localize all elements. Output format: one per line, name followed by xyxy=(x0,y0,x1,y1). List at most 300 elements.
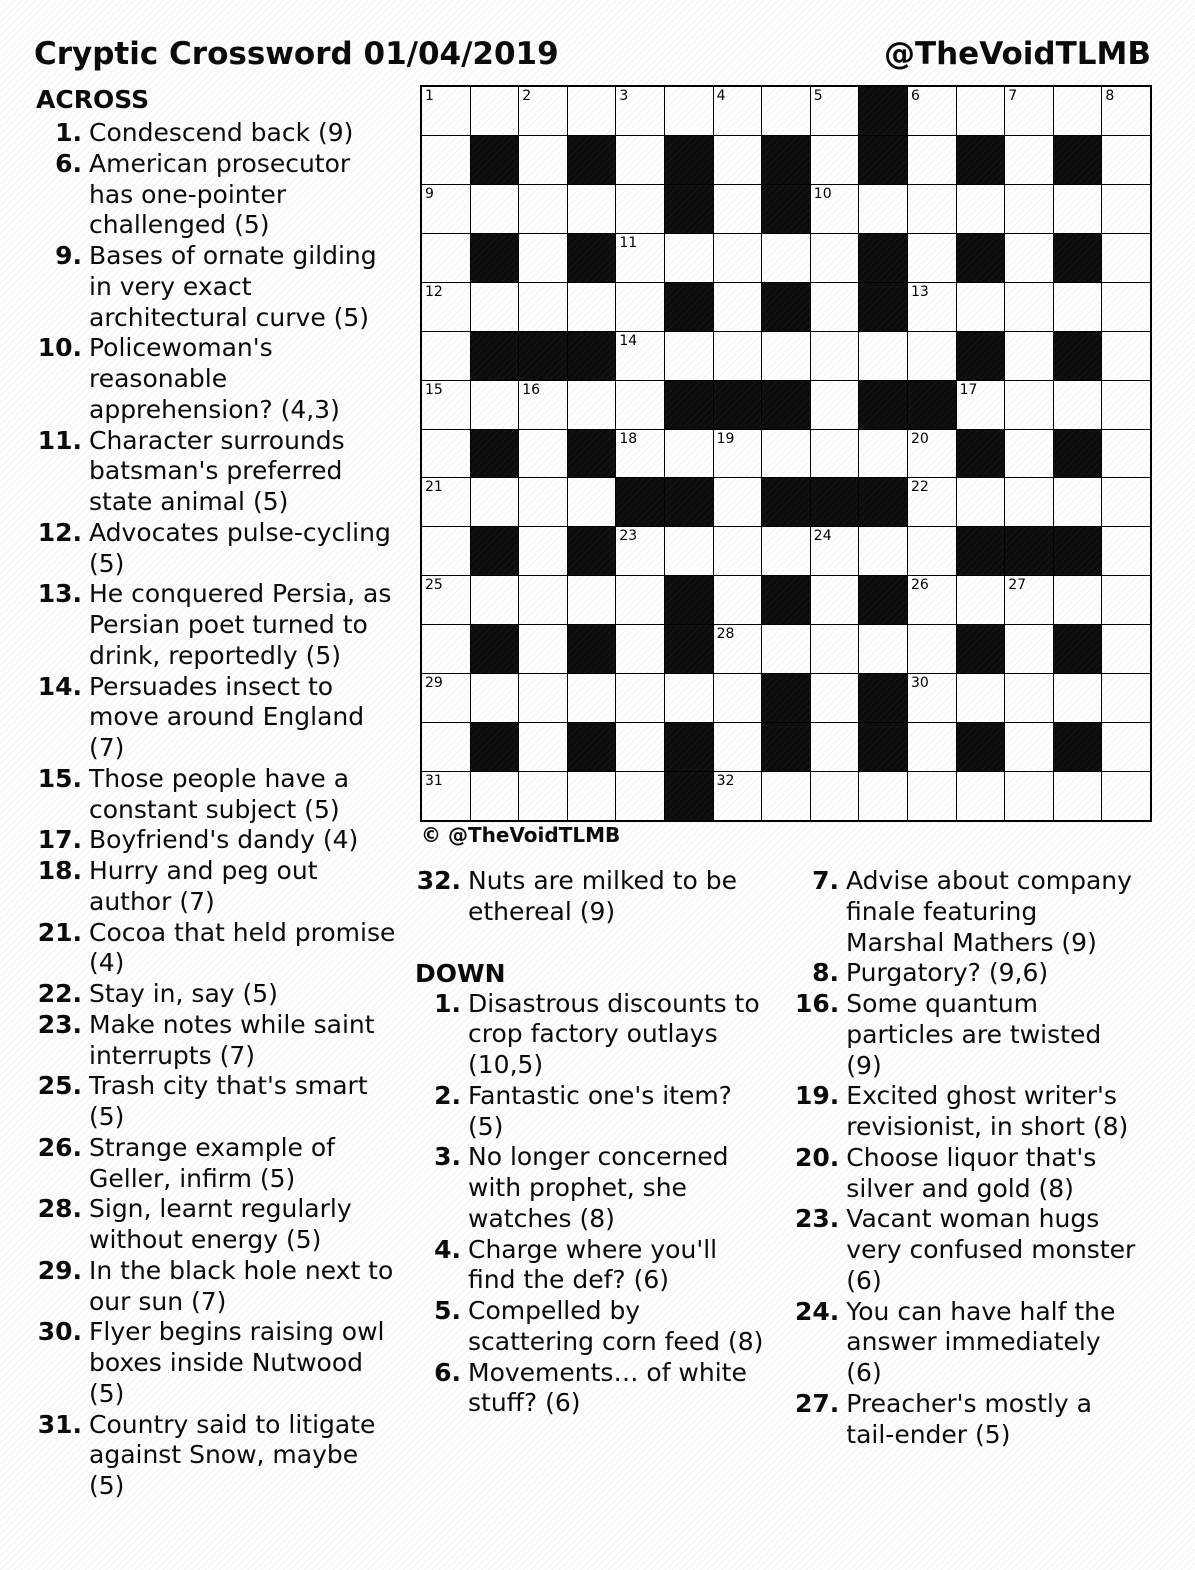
grid-cell[interactable] xyxy=(811,527,859,575)
grid-cell[interactable] xyxy=(665,87,713,135)
across-continued-clue-list xyxy=(415,866,780,928)
clue-number: 1. xyxy=(55,118,82,147)
clue-item xyxy=(36,672,420,764)
grid-cell[interactable] xyxy=(422,332,470,380)
grid-cell-black xyxy=(859,674,907,722)
grid-cell[interactable] xyxy=(616,674,664,722)
grid-cell[interactable] xyxy=(568,87,616,135)
crossword-grid xyxy=(420,85,1152,822)
cell-number: 29 xyxy=(425,675,443,692)
clue-item xyxy=(36,1071,420,1133)
grid-cell[interactable] xyxy=(714,723,762,771)
cell-number: 19 xyxy=(716,430,735,447)
grid-cell[interactable] xyxy=(568,185,616,233)
grid-cell[interactable] xyxy=(616,625,664,673)
grid-cell[interactable] xyxy=(762,772,810,820)
grid-cell[interactable] xyxy=(714,430,762,478)
grid-cell-black xyxy=(762,576,810,624)
down-section-right xyxy=(795,866,1165,1450)
page-title: Cryptic Crossword 01/04/2019 xyxy=(34,36,559,72)
grid-cell-black xyxy=(859,576,907,624)
grid-cell[interactable] xyxy=(714,478,762,526)
grid-cell[interactable] xyxy=(908,527,956,575)
clue-text: Trash city that's smart (5) xyxy=(89,1071,368,1131)
across-section xyxy=(36,84,420,1502)
grid-cell[interactable] xyxy=(422,283,470,331)
grid-cell-black xyxy=(519,332,567,380)
grid-cell-black xyxy=(957,234,1005,282)
clue-item xyxy=(415,1358,780,1420)
grid-cell[interactable] xyxy=(957,87,1005,135)
clue-item xyxy=(36,241,420,333)
clue-text: Flyer begins raising owl boxes inside Nutwood (5) xyxy=(89,1317,385,1408)
grid-cell-black xyxy=(762,478,810,526)
clue-item xyxy=(415,1235,780,1297)
grid-cell[interactable] xyxy=(519,136,567,184)
clue-text: Charge where you'll find the def? (6) xyxy=(468,1234,718,1295)
grid-cell-black xyxy=(957,430,1005,478)
grid-cell[interactable] xyxy=(422,381,470,429)
grid-cell-black xyxy=(859,381,907,429)
grid-cell-black xyxy=(471,136,519,184)
grid-cell[interactable] xyxy=(422,234,470,282)
grid-cell[interactable] xyxy=(1005,576,1053,624)
cell-number: 16 xyxy=(522,381,541,398)
grid-cell[interactable] xyxy=(616,185,664,233)
grid-cell[interactable] xyxy=(1005,430,1053,478)
grid-cell[interactable] xyxy=(1102,772,1150,820)
clue-text: Nuts are milked to be ethereal (9) xyxy=(468,866,738,926)
grid-cell[interactable] xyxy=(908,136,956,184)
grid-cell-black xyxy=(762,283,810,331)
clue-item xyxy=(36,1317,420,1409)
grid-cell[interactable] xyxy=(1005,283,1053,331)
grid-cell[interactable] xyxy=(859,185,907,233)
down-heading: DOWN xyxy=(415,958,506,988)
down-clue-list-left xyxy=(415,989,780,1420)
clue-text: No longer concerned with prophet, she watches (8) xyxy=(468,1142,729,1233)
grid-cell-black xyxy=(859,478,907,526)
grid-cell[interactable] xyxy=(471,185,519,233)
clue-number: 12. xyxy=(37,517,82,547)
grid-cell[interactable] xyxy=(1005,625,1053,673)
grid-cell[interactable] xyxy=(1054,381,1102,429)
grid-cell[interactable] xyxy=(859,332,907,380)
across-continued-and-down-section xyxy=(415,866,780,1419)
cell-number: 31 xyxy=(425,773,443,790)
clue-number: 14. xyxy=(37,671,82,701)
cell-number: 15 xyxy=(425,381,443,398)
clue-item xyxy=(36,1256,420,1318)
grid-cell[interactable] xyxy=(422,674,470,722)
grid-cell[interactable] xyxy=(1102,576,1150,624)
clue-item xyxy=(795,866,1165,958)
clue-text: Boyfriend's dandy (4) xyxy=(89,825,359,855)
grid-cell-black xyxy=(859,723,907,771)
grid-cell[interactable] xyxy=(568,674,616,722)
grid-cell[interactable] xyxy=(471,674,519,722)
cell-number: 30 xyxy=(910,675,929,692)
grid-cell[interactable] xyxy=(568,576,616,624)
grid-cell-black xyxy=(859,136,907,184)
grid-cell-black xyxy=(762,723,810,771)
grid-cell[interactable] xyxy=(714,674,762,722)
grid-cell[interactable] xyxy=(616,723,664,771)
clue-text: Excited ghost writer's revisionist, in short (8) xyxy=(846,1081,1129,1141)
clue-item xyxy=(36,118,420,149)
grid-cell[interactable] xyxy=(762,430,810,478)
grid-cell[interactable] xyxy=(1102,674,1150,722)
grid-cell[interactable] xyxy=(616,430,664,478)
cell-number: 32 xyxy=(716,773,735,790)
clue-item xyxy=(36,518,420,580)
grid-cell[interactable] xyxy=(1054,478,1102,526)
grid-cell[interactable] xyxy=(908,625,956,673)
grid-cell[interactable] xyxy=(908,332,956,380)
clue-text: Compelled by scattering corn feed (8) xyxy=(468,1296,764,1356)
clue-number: 30. xyxy=(37,1317,82,1347)
grid-cell-black xyxy=(1054,527,1102,575)
grid-cell[interactable] xyxy=(811,136,859,184)
grid-cell[interactable] xyxy=(1005,332,1053,380)
grid-cell[interactable] xyxy=(1102,185,1150,233)
clue-text: Make notes while saint interrupts (7) xyxy=(89,1009,375,1070)
grid-cell[interactable] xyxy=(616,283,664,331)
clue-item xyxy=(415,866,780,928)
grid-cell[interactable] xyxy=(957,674,1005,722)
cell-number: 24 xyxy=(813,528,832,545)
clue-item xyxy=(36,979,420,1010)
grid-cell[interactable] xyxy=(519,625,567,673)
clue-number: 3. xyxy=(434,1142,461,1172)
grid-cell[interactable] xyxy=(762,625,810,673)
cell-number: 13 xyxy=(910,283,929,300)
clue-item xyxy=(795,1389,1165,1451)
grid-cell[interactable] xyxy=(568,772,616,820)
grid-cell[interactable] xyxy=(811,381,859,429)
grid-cell[interactable] xyxy=(1102,332,1150,380)
grid-cell[interactable] xyxy=(811,185,859,233)
grid-cell[interactable] xyxy=(519,430,567,478)
cell-number: 9 xyxy=(425,185,434,202)
clue-number: 32. xyxy=(416,866,461,895)
clue-item xyxy=(415,989,780,1081)
grid-cell[interactable] xyxy=(1005,136,1053,184)
grid-cell[interactable] xyxy=(714,527,762,575)
grid-cell[interactable] xyxy=(859,772,907,820)
clue-number: 1. xyxy=(434,988,461,1018)
clue-text: Bases of ornate gilding in very exact architectural curve (5) xyxy=(89,241,377,332)
grid-cell[interactable] xyxy=(762,87,810,135)
clue-number: 2. xyxy=(434,1080,461,1110)
clue-text: Condescend back (9) xyxy=(89,118,354,147)
grid-cell[interactable] xyxy=(859,527,907,575)
grid-cell[interactable] xyxy=(422,87,470,135)
across-heading: ACROSS xyxy=(36,85,150,114)
grid-cell[interactable] xyxy=(714,625,762,673)
clue-number: 6. xyxy=(434,1357,461,1387)
grid-cell-black xyxy=(471,625,519,673)
grid-cell[interactable] xyxy=(519,185,567,233)
grid-cell[interactable] xyxy=(1102,478,1150,526)
grid-cell-black xyxy=(859,87,907,135)
grid-cell[interactable] xyxy=(616,381,664,429)
clue-number: 9. xyxy=(55,241,82,270)
grid-cell[interactable] xyxy=(908,283,956,331)
clue-number: 16. xyxy=(795,989,840,1018)
grid-cell[interactable] xyxy=(1054,87,1102,135)
grid-cell[interactable] xyxy=(714,332,762,380)
grid-cell[interactable] xyxy=(665,332,713,380)
grid-cell-black xyxy=(859,234,907,282)
cell-number: 1 xyxy=(425,88,434,104)
clue-item xyxy=(795,989,1165,1081)
grid-cell-black xyxy=(811,478,859,526)
grid-cell[interactable] xyxy=(1102,527,1150,575)
grid-cell-black xyxy=(568,430,616,478)
grid-cell-black xyxy=(471,234,519,282)
grid-cell[interactable] xyxy=(811,576,859,624)
grid-cell[interactable] xyxy=(665,234,713,282)
clue-text: Cocoa that held promise (4) xyxy=(89,917,396,978)
cell-number: 21 xyxy=(425,479,443,496)
grid-cell[interactable] xyxy=(811,283,859,331)
grid-cell[interactable] xyxy=(1102,625,1150,673)
clue-text: Character surrounds batsman's preferred state animal (5) xyxy=(89,425,345,516)
grid-cell[interactable] xyxy=(471,87,519,135)
cell-number: 11 xyxy=(619,234,638,251)
grid-cell-black xyxy=(1054,136,1102,184)
grid-cell[interactable] xyxy=(616,87,664,135)
grid-cell[interactable] xyxy=(422,723,470,771)
grid-cell[interactable] xyxy=(762,234,810,282)
grid-cell[interactable] xyxy=(422,625,470,673)
grid-cell-black xyxy=(568,234,616,282)
grid-cell[interactable] xyxy=(568,283,616,331)
grid-cell[interactable] xyxy=(811,674,859,722)
grid-cell-black xyxy=(568,527,616,575)
clue-number: 31. xyxy=(37,1409,82,1439)
grid-cell[interactable] xyxy=(616,136,664,184)
clue-item xyxy=(795,958,1165,989)
cell-number: 22 xyxy=(910,479,929,496)
grid-cell[interactable] xyxy=(422,478,470,526)
clue-text: Hurry and peg out author (7) xyxy=(89,856,318,916)
grid-cell-black xyxy=(568,625,616,673)
across-clue-list xyxy=(36,118,420,1502)
grid-cell-black xyxy=(665,723,713,771)
grid-cell[interactable] xyxy=(908,576,956,624)
grid-cell[interactable] xyxy=(422,772,470,820)
grid-cell[interactable] xyxy=(714,576,762,624)
grid-cell[interactable] xyxy=(519,723,567,771)
grid-cell[interactable] xyxy=(471,381,519,429)
cell-number: 18 xyxy=(619,430,638,447)
clue-text: You can have half the answer immediately (6) xyxy=(846,1296,1116,1387)
cell-number: 26 xyxy=(910,577,929,594)
grid-cell[interactable] xyxy=(471,478,519,526)
grid-cell-black xyxy=(665,283,713,331)
grid-cell[interactable] xyxy=(908,234,956,282)
grid-cell-black xyxy=(471,723,519,771)
grid-cell[interactable] xyxy=(568,478,616,526)
grid-cell[interactable] xyxy=(811,723,859,771)
grid-cell[interactable] xyxy=(811,87,859,135)
clue-number: 4. xyxy=(434,1234,461,1264)
grid-cell[interactable] xyxy=(811,625,859,673)
clue-item xyxy=(36,1010,420,1072)
grid-cell[interactable] xyxy=(714,234,762,282)
clue-number: 23. xyxy=(795,1204,840,1234)
grid-cell-black xyxy=(714,381,762,429)
grid-cell[interactable] xyxy=(1005,185,1053,233)
cell-number: 6 xyxy=(910,88,920,104)
grid-cell[interactable] xyxy=(714,772,762,820)
clue-item xyxy=(36,1410,420,1502)
grid-cell[interactable] xyxy=(1005,381,1053,429)
grid-cell[interactable] xyxy=(957,283,1005,331)
grid-cell[interactable] xyxy=(714,185,762,233)
grid-cell-black xyxy=(665,185,713,233)
grid-cell[interactable] xyxy=(957,478,1005,526)
grid-cell-black xyxy=(665,478,713,526)
grid-cell[interactable] xyxy=(714,283,762,331)
grid-cell[interactable] xyxy=(811,234,859,282)
grid-cell[interactable] xyxy=(762,332,810,380)
grid-cell[interactable] xyxy=(1005,772,1053,820)
clue-item xyxy=(36,579,420,671)
grid-cell[interactable] xyxy=(471,283,519,331)
grid-cell[interactable] xyxy=(1005,723,1053,771)
grid-cell[interactable] xyxy=(762,527,810,575)
clue-item xyxy=(795,1081,1165,1143)
grid-cell[interactable] xyxy=(519,87,567,135)
grid-cell[interactable] xyxy=(811,772,859,820)
grid-cell-black xyxy=(665,136,713,184)
clue-text: Vacant woman hugs very confused monster (6) xyxy=(846,1204,1136,1295)
clue-number: 21. xyxy=(37,917,82,947)
grid-cell[interactable] xyxy=(1005,674,1053,722)
clue-number: 11. xyxy=(37,425,82,455)
grid-cell-black xyxy=(1054,625,1102,673)
grid-cell[interactable] xyxy=(519,772,567,820)
grid-cell[interactable] xyxy=(1005,478,1053,526)
grid-cell[interactable] xyxy=(1054,576,1102,624)
cell-number: 5 xyxy=(813,88,823,104)
grid-cell[interactable] xyxy=(519,576,567,624)
grid-cell-black xyxy=(762,136,810,184)
grid-cell[interactable] xyxy=(908,674,956,722)
grid-cell-black xyxy=(616,478,664,526)
grid-cell[interactable] xyxy=(908,723,956,771)
grid-cell[interactable] xyxy=(422,527,470,575)
grid-cell[interactable] xyxy=(1102,136,1150,184)
grid-cell[interactable] xyxy=(471,772,519,820)
grid-cell[interactable] xyxy=(616,772,664,820)
grid-cell[interactable] xyxy=(1054,674,1102,722)
grid-cell[interactable] xyxy=(811,430,859,478)
grid-cell[interactable] xyxy=(908,478,956,526)
clue-item xyxy=(795,1297,1165,1389)
clue-text: Disastrous discounts to crop factory outlays (10,5) xyxy=(468,988,760,1079)
grid-cell[interactable] xyxy=(859,625,907,673)
grid-cell[interactable] xyxy=(714,136,762,184)
clue-item xyxy=(36,825,420,856)
grid-cell[interactable] xyxy=(957,381,1005,429)
grid-cell[interactable] xyxy=(1054,283,1102,331)
cell-number: 12 xyxy=(425,283,443,300)
grid-cell[interactable] xyxy=(519,283,567,331)
cell-number: 27 xyxy=(1008,577,1027,594)
grid-cell[interactable] xyxy=(422,136,470,184)
grid-cell[interactable] xyxy=(616,234,664,282)
grid-cell[interactable] xyxy=(519,381,567,429)
grid-cell[interactable] xyxy=(1054,772,1102,820)
grid-cell[interactable] xyxy=(1005,234,1053,282)
grid-cell[interactable] xyxy=(616,576,664,624)
grid-cell[interactable] xyxy=(422,576,470,624)
grid-cell[interactable] xyxy=(1102,723,1150,771)
grid-cell[interactable] xyxy=(714,87,762,135)
clue-item xyxy=(36,426,420,518)
clue-number: 25. xyxy=(37,1071,82,1101)
grid-cell-black xyxy=(762,185,810,233)
grid-cell-black xyxy=(471,430,519,478)
grid-cell[interactable] xyxy=(471,576,519,624)
grid-cell[interactable] xyxy=(568,381,616,429)
grid-cell[interactable] xyxy=(519,674,567,722)
grid-cell[interactable] xyxy=(665,674,713,722)
grid-cell[interactable] xyxy=(665,430,713,478)
grid-cell[interactable] xyxy=(957,185,1005,233)
grid-cell[interactable] xyxy=(1005,87,1053,135)
grid-cell[interactable] xyxy=(1102,234,1150,282)
grid-cell[interactable] xyxy=(908,87,956,135)
grid-cell[interactable] xyxy=(616,527,664,575)
grid-cell[interactable] xyxy=(859,430,907,478)
clue-number: 10. xyxy=(37,333,82,363)
grid-cell[interactable] xyxy=(519,234,567,282)
grid-cell[interactable] xyxy=(1102,430,1150,478)
grid-cell-black xyxy=(762,381,810,429)
grid-cell[interactable] xyxy=(957,772,1005,820)
grid-cell[interactable] xyxy=(422,430,470,478)
grid-cell[interactable] xyxy=(1102,381,1150,429)
grid-cell[interactable] xyxy=(616,332,664,380)
grid-cell[interactable] xyxy=(1102,283,1150,331)
grid-cell[interactable] xyxy=(1102,87,1150,135)
clue-text: Persuades insect to move around England (7) xyxy=(89,671,365,762)
grid-cell[interactable] xyxy=(957,576,1005,624)
grid-cell[interactable] xyxy=(908,185,956,233)
grid-cell[interactable] xyxy=(811,332,859,380)
grid-cell-black xyxy=(859,283,907,331)
grid-cell[interactable] xyxy=(519,478,567,526)
grid-cell[interactable] xyxy=(908,772,956,820)
grid-cell[interactable] xyxy=(665,527,713,575)
grid-cell[interactable] xyxy=(908,430,956,478)
clue-item xyxy=(36,1133,420,1195)
cell-number: 23 xyxy=(619,528,638,545)
clue-number: 29. xyxy=(37,1255,82,1285)
grid-cell[interactable] xyxy=(1054,185,1102,233)
clue-number: 8. xyxy=(812,958,839,988)
grid-cell-black xyxy=(957,625,1005,673)
grid-copyright: © @TheVoidTLMB xyxy=(421,823,621,847)
cell-number: 20 xyxy=(910,430,929,447)
grid-cell[interactable] xyxy=(519,527,567,575)
grid-cell[interactable] xyxy=(422,185,470,233)
